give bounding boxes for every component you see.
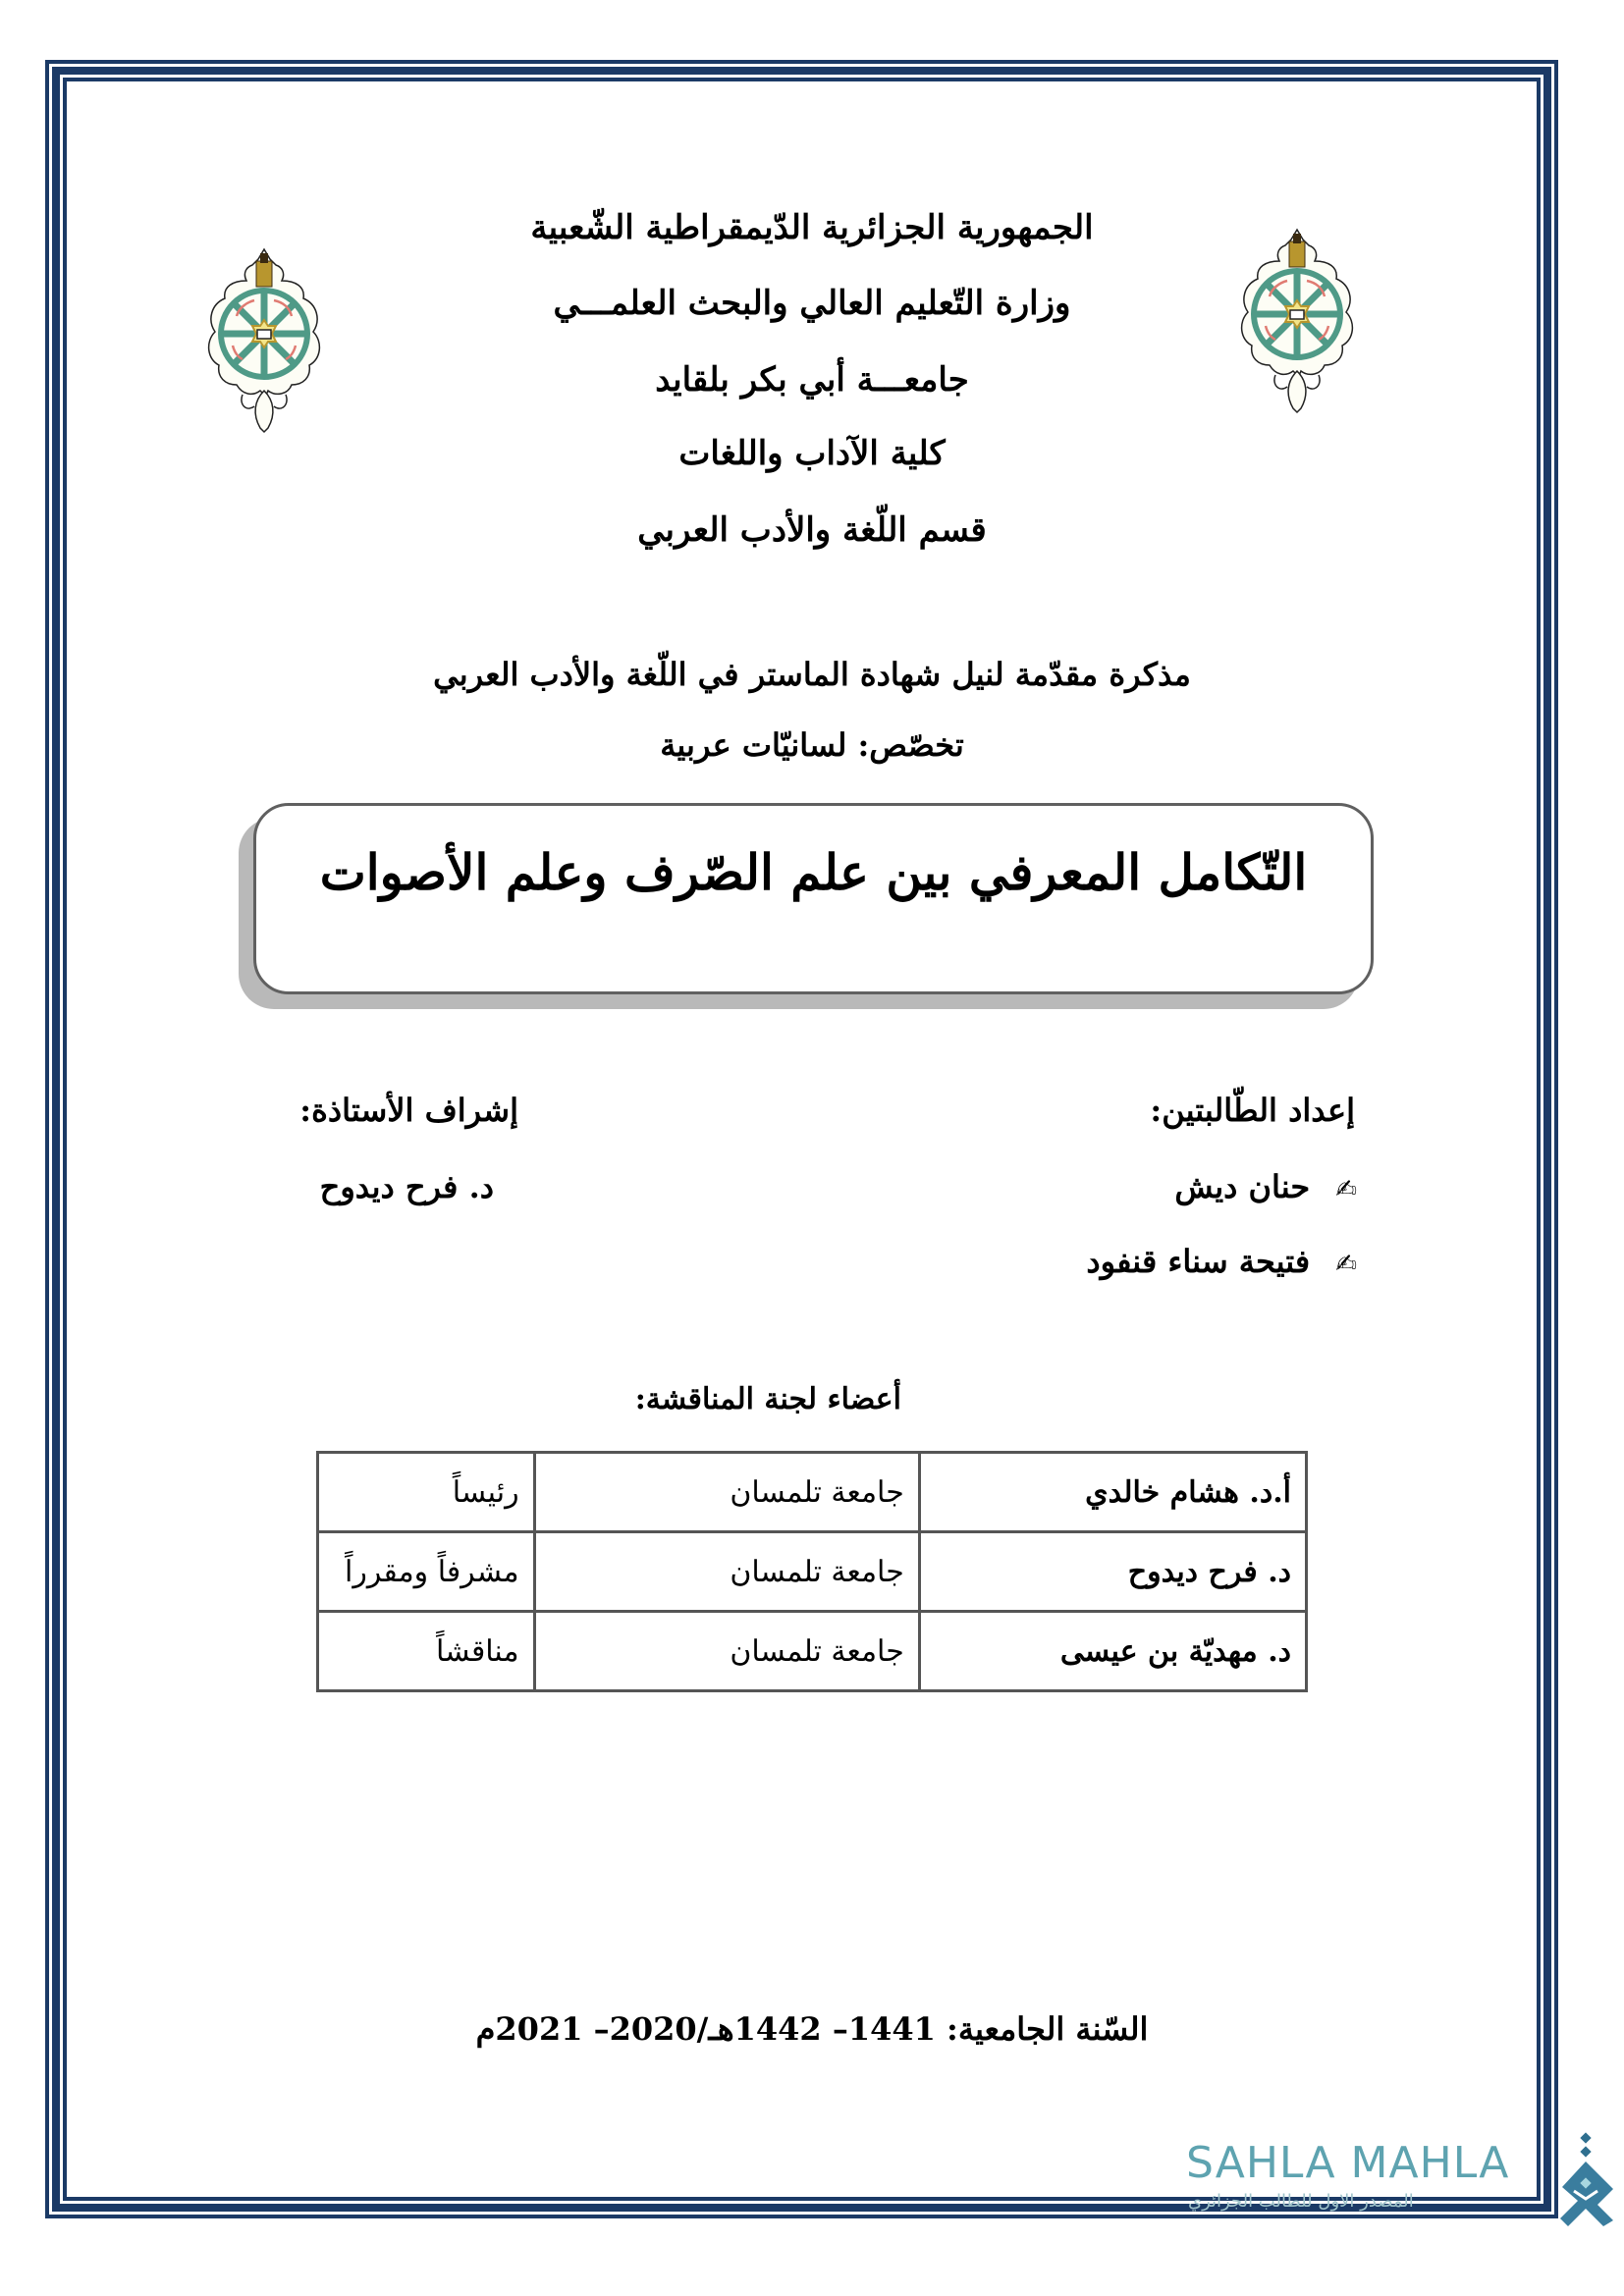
- member-role: مناقشاً: [318, 1612, 535, 1691]
- table-row: [318, 1532, 1307, 1612]
- student-item: [1174, 1168, 1357, 1205]
- header-department: قسم اللّغة والأدب العربي: [637, 510, 987, 550]
- watermark-brand: SAHLA MAHLA: [1186, 2138, 1510, 2188]
- header-faculty: كلية الآداب واللغات: [678, 434, 946, 473]
- member-university: جامعة تلمسان: [534, 1453, 919, 1532]
- member-university: جامعة تلمسان: [534, 1612, 919, 1691]
- header-republic: الجمهورية الجزائرية الدّيمقراطية الشّعبية: [530, 208, 1094, 247]
- thesis-degree-line: مذكرة مقدّمة لنيل شهادة الماستر في اللّغة والأدب العربي: [433, 656, 1191, 693]
- member-name: د. مهديّة بن عيسى: [919, 1612, 1306, 1691]
- table-row: [318, 1453, 1307, 1532]
- academic-year: السّنة الجامعية: 1441– 1442هـ/2020– 2021م: [475, 2010, 1149, 2048]
- student-name: فتيحة سناء قنفود: [1086, 1243, 1311, 1280]
- supervisor-name: د. فرح ديدوح: [319, 1168, 494, 1205]
- thesis-specialty-line: تخصّص: لسانيّات عربية: [660, 726, 964, 764]
- table-row: [318, 1612, 1307, 1691]
- member-name: د. فرح ديدوح: [919, 1532, 1306, 1612]
- title-box: [253, 803, 1374, 994]
- header-university: جامعـــة أبي بكر بلقايد: [655, 360, 969, 400]
- thesis-title: التّكامل المعرفي بين علم الصّرف وعلم الأصوات: [319, 843, 1308, 901]
- committee-heading: أعضاء لجنة المناقشة:: [634, 1382, 901, 1416]
- member-university: جامعة تلمسان: [534, 1532, 919, 1612]
- supervisor-heading: إشراف الأستاذة:: [299, 1092, 518, 1129]
- watermark-logo-icon: [1556, 2130, 1621, 2228]
- student-item: [1086, 1243, 1357, 1280]
- member-role: مشرفاً ومقرراً: [318, 1532, 535, 1612]
- committee-table: [316, 1451, 1308, 1692]
- writing-hand-icon: ✍: [1335, 1175, 1357, 1204]
- students-heading: إعداد الطّالبتين:: [1150, 1092, 1355, 1129]
- university-logo-left: [203, 247, 326, 434]
- header-ministry: وزارة التّعليم العالي والبحث العلمـــي: [553, 284, 1071, 323]
- writing-hand-icon: ✍: [1335, 1250, 1357, 1279]
- student-name: حنان ديش: [1174, 1168, 1311, 1205]
- member-name: أ.د. هشام خالدي: [919, 1453, 1306, 1532]
- watermark-tagline: المصدر الاول للطالب الجزائري: [1188, 2191, 1414, 2212]
- member-role: رئيساً: [318, 1453, 535, 1532]
